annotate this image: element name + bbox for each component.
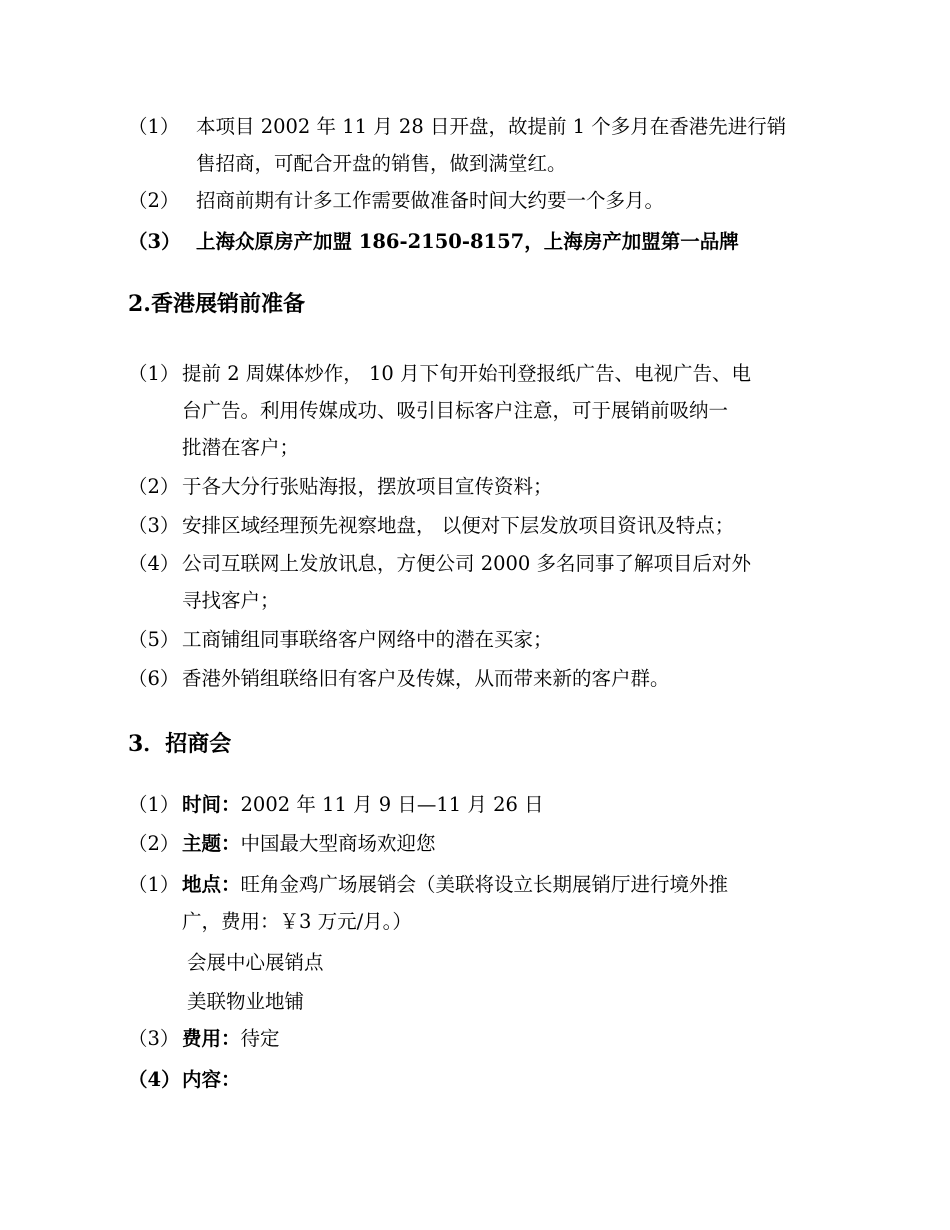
sec2-item-1-line-2: 台广告。利用传媒成功、吸引目标客户注意，可于展销前吸纳一 [182,399,729,422]
section-3-heading: 3．招商会 [128,731,232,757]
sec2-item-1-line-3: 批潜在客户； [182,436,300,459]
intro-item-3-line-1: 上海众原房产加盟 186-2150-8157，上海房产加盟第一品牌 [196,230,739,253]
sec2-item-3-line-1: 安排区域经理预先视察地盘， 以便对下层发放项目资讯及特点； [182,514,735,537]
intro-item-3-number: （3） [128,230,181,253]
sec2-item-3-number: （3） [128,514,180,537]
sec2-item-2-number: （2） [128,475,180,498]
intro-item-2-line-1: 招商前期有计多工作需要做准备时间大约要一个多月。 [196,189,665,212]
sec3-theme-row [182,831,436,857]
sec3-theme-label: 主题： [182,832,241,855]
sec2-item-6-number: （6） [128,667,180,690]
sec3-venue-row [182,872,728,898]
sec2-item-5-number: （5） [128,628,180,651]
sec3-cost-number: （3） [128,1027,180,1050]
section-2-heading: 2.香港展销前准备 [128,291,305,317]
sec2-item-4-number: （4） [128,552,180,575]
sec3-cost-value: 待定 [240,1027,280,1050]
sec2-item-5-line-1: 工商铺组同事联络客户网络中的潜在买家； [182,628,553,651]
sec2-item-1-line-1: 提前 2 周媒体炒作， 10 月下旬开始刊登报纸广告、电视广告、电 [182,362,752,385]
sec3-theme-value: 中国最大型商场欢迎您 [240,832,436,855]
sec2-item-6-line-1: 香港外销组联络旧有客户及传媒，从而带来新的客户群。 [182,667,670,690]
sec3-content-label: 内容： [182,1068,241,1091]
sec2-item-1-number: （1） [128,362,180,385]
sec2-item-2-line-1: 于各大分行张贴海报，摆放项目宣传资料； [182,475,553,498]
sec3-venue-extra-1: 会展中心展销点 [187,951,324,974]
sec3-time-row [182,792,544,818]
sec3-cost-label: 费用： [182,1027,241,1050]
sec3-venue-extra-2: 美联物业地铺 [187,990,305,1013]
sec3-time-label: 时间： [182,793,241,816]
sec3-content-number: （4） [128,1068,181,1091]
sec3-time-value: 2002 年 11 月 9 日—11 月 26 日 [240,793,544,816]
sec2-item-4-line-1: 公司互联网上发放讯息，方便公司 2000 多名同事了解项目后对外 [182,552,752,575]
intro-item-1-line-2: 售招商，可配合开盘的销售，做到满堂红。 [196,152,567,175]
sec3-cost-row [182,1026,280,1052]
intro-item-1-number: （1） [128,115,180,138]
sec3-venue-label: 地点： [182,873,241,896]
intro-item-1-line-1: 本项目 2002 年 11 月 28 日开盘，故提前 1 个多月在香港先进行销 [196,115,787,138]
sec2-item-4-line-2: 寻找客户； [182,589,280,612]
sec3-theme-number: （2） [128,832,180,855]
intro-item-2-number: （2） [128,189,180,212]
sec3-venue-value: 旺角金鸡广场展销会（美联将设立长期展销厅进行境外推 [240,873,729,896]
sec3-venue-number: （1） [128,873,180,896]
sec3-venue-continuation: 广，费用：￥3 万元/月。） [182,910,412,933]
sec3-time-number: （1） [128,793,180,816]
